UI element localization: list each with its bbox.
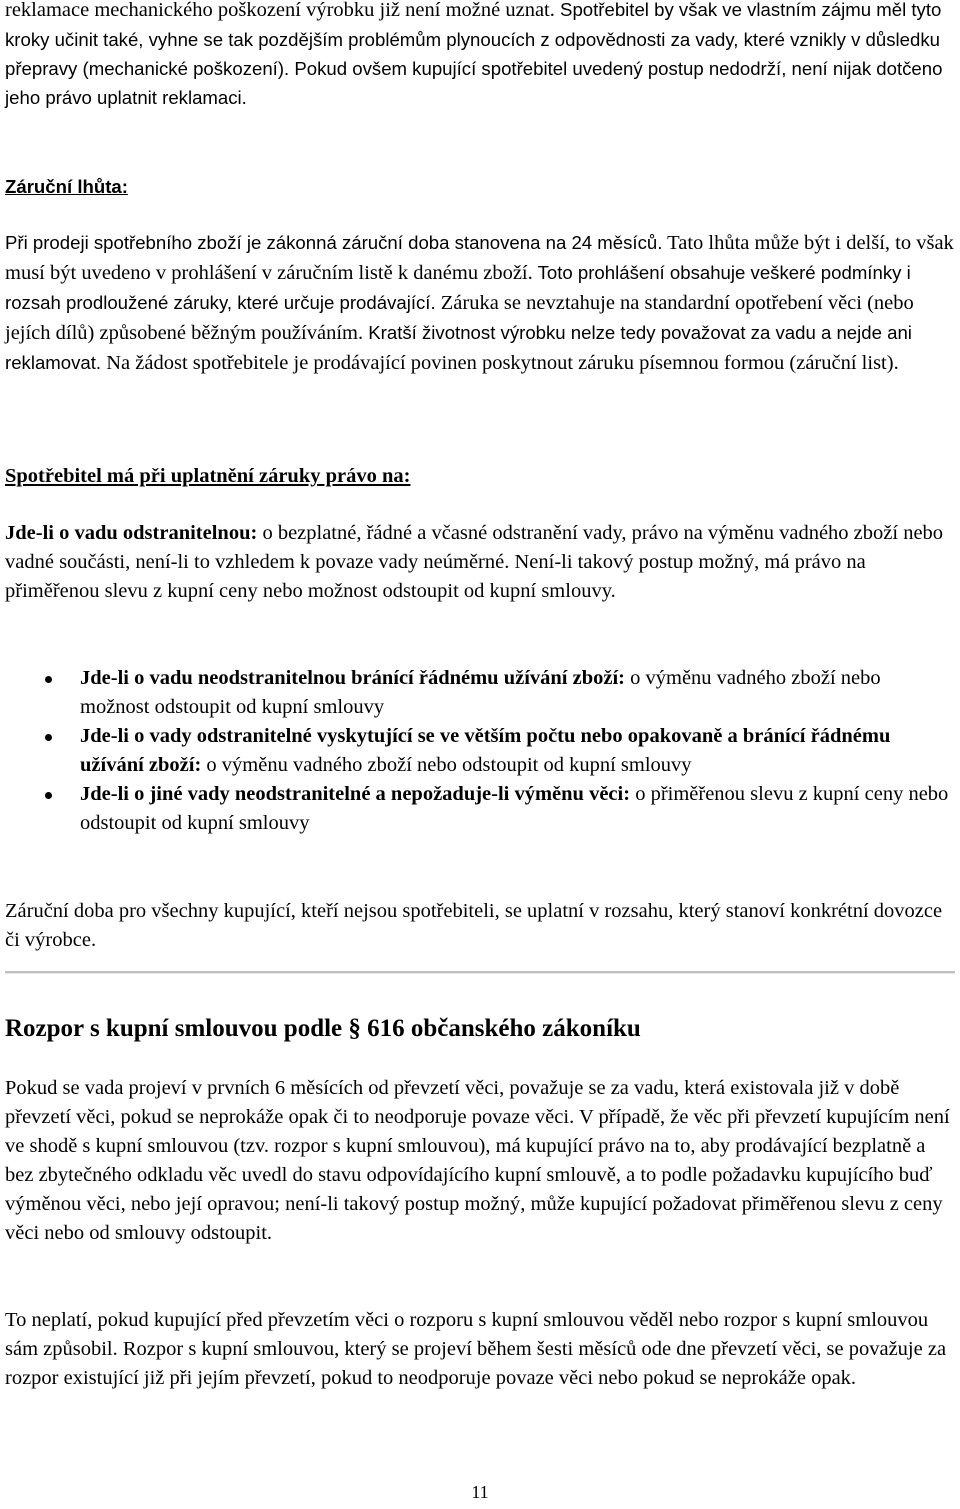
removable-bold-1: Jde-li o vadu [5, 522, 118, 544]
warranty-text-3: Toto prohlášení obsahuje veškeré podmínky i rozsah prodloužené záruky, které určuje prodávající. [5, 262, 911, 313]
list-item-text: o výměnu vadného zboží nebo možnost odstoupit od kupní smlouvy [80, 667, 881, 718]
warranty-heading: Záruční lhůta: [5, 176, 128, 197]
list-item-text: o přiměřenou slevu z kupní ceny nebo odstoupit od kupní smlouvy [80, 783, 949, 834]
list-item-bold: Jde-li o jiné vady neodstranitelné a nepožaduje-li výměnu věci: [80, 783, 631, 805]
contract-paragraph-1: Pokud se vada projeví v prvních 6 měsících od převzetí věci, považuje se za vadu, která existovala již v době převzetí věci, pokud se neprokáže opak či to neodporuje povaze věci. V případě, že věc při převzetí kupujícím není ve shodě s kupní smlouvou (tzv. rozpor s kupní smlouvou), má kupující právo na to, aby prodávající bezplatně a bez zbytečného odkladu věc uvedl do stavu odpovídajícího kupní smlouvě, a to podle požadavku kupujícího buď výměnou věci, nebo její opravou; není-li takový postup možný, může kupující požadovat přiměřenou slevu z ceny věci nebo od smlouvy odstoupit. [5, 1077, 950, 1244]
list-item-text: o výměnu vadného zboží nebo odstoupit od kupní smlouvy [201, 754, 692, 776]
intro-serif-text: reklamace mechanického poškození výrobku již není možné uznat. [5, 0, 555, 21]
bullet-icon [45, 676, 52, 683]
intro-paragraph [5, 0, 955, 112]
intro-sans-text: Spotřebitel by však ve vlastním zájmu měl tyto kroky učinit také, vyhne se tak pozdějším problémům plynoucích z odpovědnosti za vady, které vznikly v důsledku přepravy (mechanické poškození). Pokud ovšem kupující spotřebitel uvedený postup nedodrží, není nijak dotčeno jeho právo uplatnit reklamaci. [5, 0, 943, 108]
list-item-bold: Jde-li o vadu neodstranitelnou bránící řádnému užívání zboží: [80, 667, 626, 689]
rights-heading: Spotřebitel má při uplatnění záruky právo na: [5, 465, 411, 487]
page-number: 11 [471, 1482, 489, 1502]
warranty-text-6: Na žádost spotřebitele je prodávající povinen poskytnout záruku písemnou formou (záruční list). [101, 352, 899, 374]
contract-heading: Rozpor s kupní smlouvou podle § 616 občanského zákoníku [5, 1015, 641, 1042]
removable-defect-paragraph [5, 519, 955, 606]
list-item [5, 780, 955, 838]
list-item [5, 722, 955, 780]
warranty-paragraph [5, 228, 955, 378]
rights-bullet-list [5, 664, 955, 838]
warranty-text-1: Při prodeji spotřebního zboží je zákonná záruční doba stanovena na 24 měsíců. [5, 232, 663, 253]
section-divider [5, 971, 955, 974]
removable-text: o bezplatné, řádné a včasné odstranění vady, právo na výměnu vadného zboží nebo vadné součásti, není-li to vzhledem k povaze vady neúměrné. Není-li takový postup možný, má právo na přiměřenou slevu z kupní ceny nebo možnost odstoupit od kupní smlouvy. [5, 522, 944, 602]
bullet-icon [45, 734, 52, 741]
removable-bold-2: odstranitelnou: [122, 522, 258, 544]
warranty-text-5: Kratší životnost výrobku nelze tedy považovat za vadu a nejde ani reklamovat. [5, 322, 912, 373]
closing-paragraph: Záruční doba pro všechny kupující, kteří nejsou spotřebiteli, se uplatní v rozsahu, který stanoví konkrétní dovozce či výrobce. [5, 900, 943, 951]
contract-paragraph-2: To neplatí, pokud kupující před převzetím věci o rozporu s kupní smlouvou věděl nebo rozpor s kupní smlouvou sám způsobil. Rozpor s kupní smlouvou, který se projeví během šesti měsíců ode dne převzetí věci, se považuje za rozpor existující již při jejím převzetí, pokud to neodporuje povaze věci nebo pokud se neprokáže opak. [5, 1309, 947, 1389]
list-item-bold: Jde-li o vady odstranitelné vyskytující se ve větším počtu nebo opakovaně a bránící řádnému užívání zboží: [80, 725, 891, 776]
warranty-text-2: Tato lhůta může být i delší, to však musí být uvedeno v prohlášení v záručním listě k danému zboží. [5, 232, 954, 284]
list-item [5, 664, 955, 722]
bullet-icon [45, 792, 52, 799]
warranty-text-4: Záruka se nevztahuje na standardní opotřebení věci (nebo jejích dílů) způsobené běžným používáním. [5, 292, 914, 344]
